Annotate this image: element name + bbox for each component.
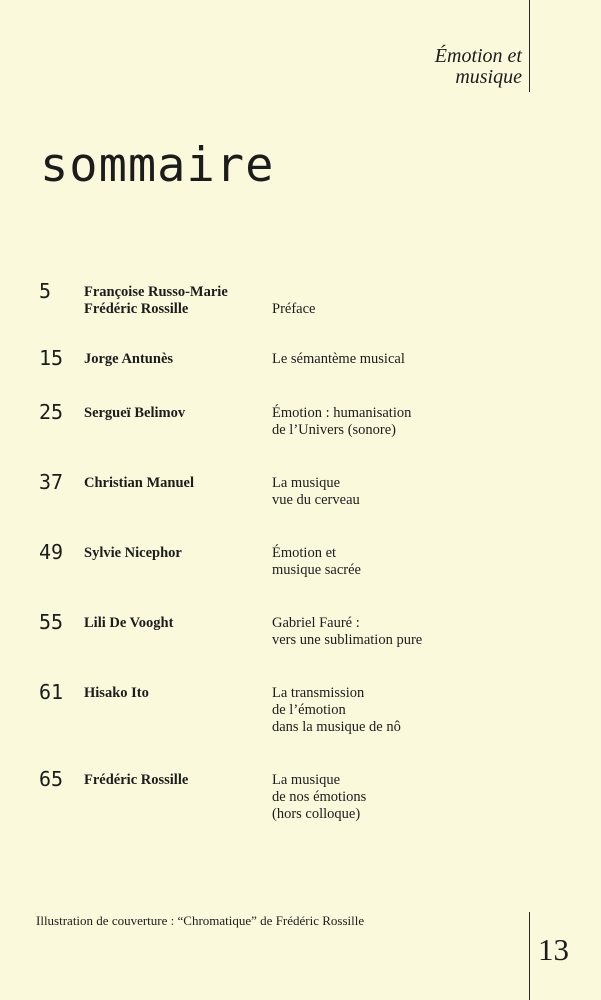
toc-article-title [272, 284, 315, 318]
toc-article-title [272, 772, 366, 823]
toc-author [84, 685, 149, 702]
toc-author [84, 284, 228, 318]
title-line: vers une sublimation pure [272, 632, 423, 648]
author-line: Christian Manuel [84, 475, 194, 491]
title-line: (hors colloque) [272, 806, 361, 822]
title-line: Émotion : humanisation [272, 405, 412, 421]
title-line: dans la musique de nô [272, 719, 401, 735]
author-line: Sylvie Nicephor [84, 545, 182, 561]
title-line: de l’Univers (sonore) [272, 422, 397, 438]
title-line: La musique [272, 772, 341, 788]
series-title-line1: Émotion et [434, 45, 522, 67]
series-title-line2: musique [455, 66, 522, 88]
page-number: 13 [538, 932, 569, 967]
toc-page-number: 5 [39, 279, 52, 303]
title-line: Préface [272, 301, 316, 317]
title-line [272, 284, 315, 301]
toc-page-number: 49 [39, 540, 64, 564]
author-line: Hisako Ito [84, 685, 149, 701]
toc-article-title [272, 405, 411, 439]
author-line: Lili De Vooght [84, 615, 174, 631]
title-line: de nos émotions [272, 789, 367, 805]
toc-page-number: 15 [39, 346, 64, 370]
author-line: Sergueï Belimov [84, 405, 186, 421]
toc-page-number: 61 [39, 680, 64, 704]
toc-page-number: 65 [39, 767, 64, 791]
toc-article-title [272, 685, 401, 736]
title-line: musique sacrée [272, 562, 361, 578]
title-line: La transmission [272, 685, 365, 701]
toc-article-title [272, 545, 361, 579]
author-line: Frédéric Rossille [84, 772, 189, 788]
title-line: La musique [272, 475, 341, 491]
toc-article-title [272, 615, 422, 649]
toc-page-number: 37 [39, 470, 64, 494]
title-line: Le sémantème musical [272, 351, 405, 367]
toc-page-number: 25 [39, 400, 64, 424]
toc-author [84, 615, 173, 632]
toc-author [84, 405, 185, 422]
author-line: Françoise Russo-Marie [84, 284, 228, 300]
page-heading: sommaire [40, 138, 275, 193]
toc-article-title [272, 475, 360, 509]
toc-author [84, 772, 188, 789]
title-line: de l’émotion [272, 702, 346, 718]
toc-page-number: 55 [39, 610, 64, 634]
top-vertical-rule [529, 0, 530, 92]
title-line: vue du cerveau [272, 492, 360, 508]
title-line: Gabriel Fauré : [272, 615, 360, 631]
toc-author [84, 351, 173, 368]
bottom-vertical-rule [529, 912, 530, 1000]
cover-illustration-credit: Illustration de couverture : “Chromatique” de Frédéric Rossille [36, 913, 365, 928]
author-line: Frédéric Rossille [84, 301, 189, 317]
toc-article-title [272, 351, 405, 368]
author-line: Jorge Antunès [84, 351, 174, 367]
toc-author [84, 475, 194, 492]
series-title [435, 46, 522, 88]
title-line: Émotion et [272, 545, 337, 561]
toc-author [84, 545, 182, 562]
